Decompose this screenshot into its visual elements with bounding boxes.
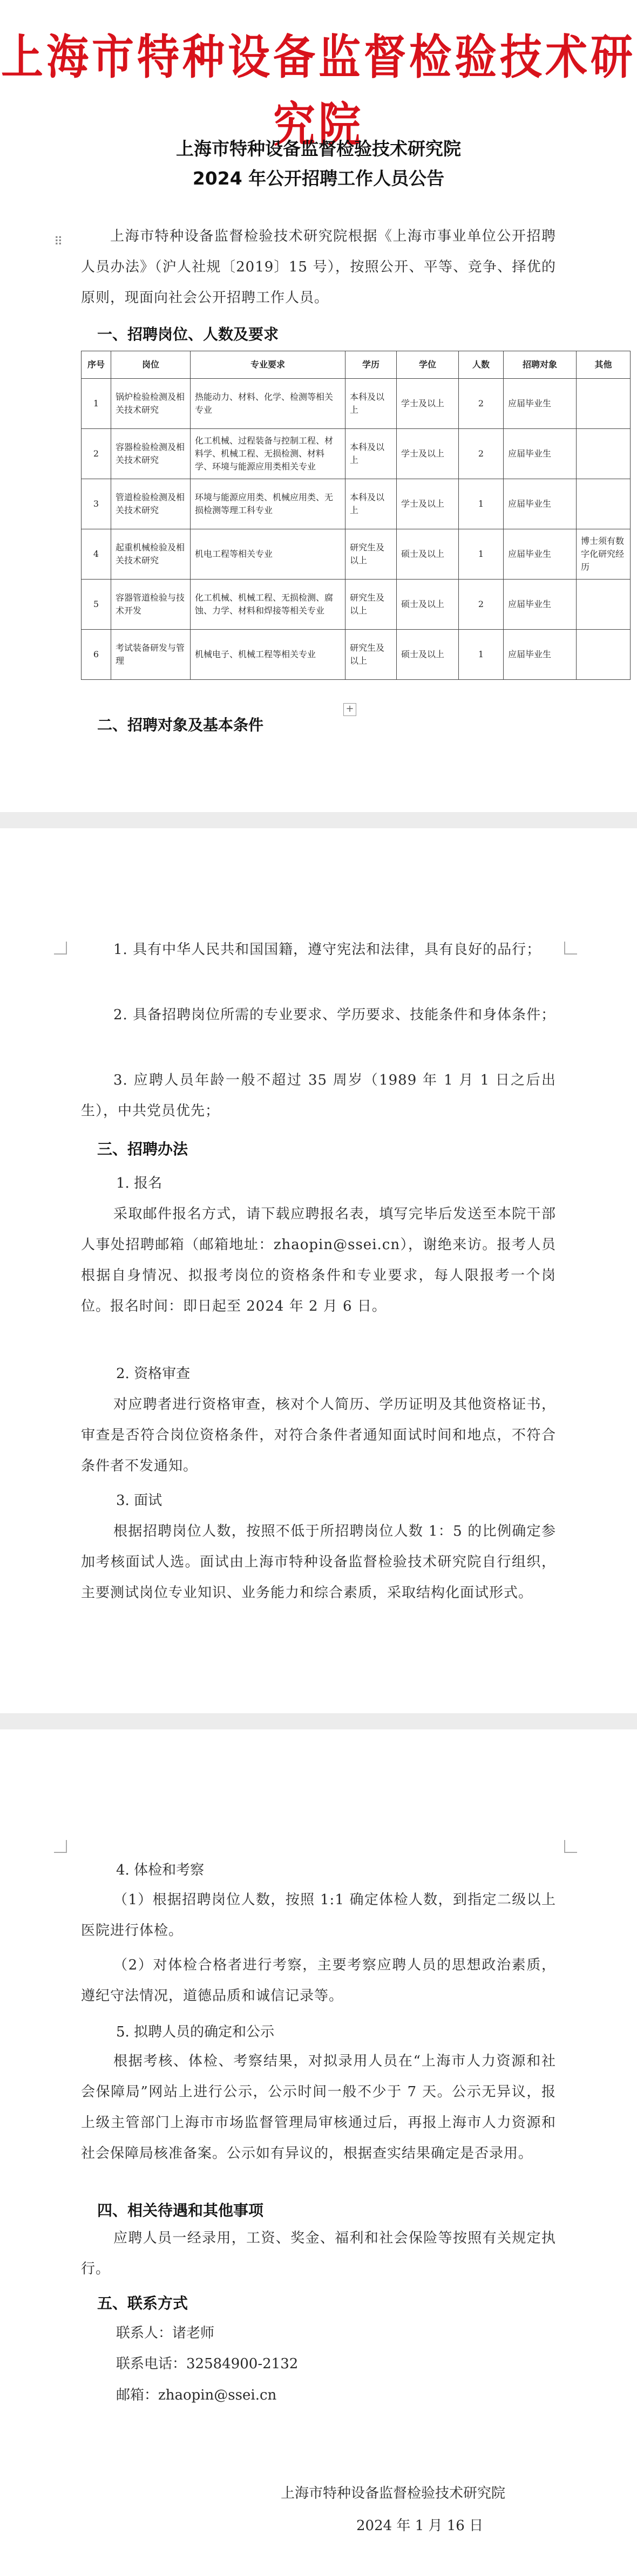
section-5-heading: 五、联系方式 (97, 2294, 188, 2312)
signature-date: 2024 年 1 月 16 日 (356, 2518, 484, 2534)
document-page-2 (0, 828, 637, 1713)
cell-target: 应届毕业生 (504, 630, 577, 680)
cell-major: 热能动力、材料、化学、检测等相关专业 (191, 379, 345, 429)
cell-other (577, 630, 631, 680)
cell-education: 本科及以上 (345, 479, 397, 529)
cell-position: 容器检验检测及相关技术研究 (111, 429, 191, 479)
cell-other: 博士须有数字化研究经历 (577, 529, 631, 580)
cell-target: 应届毕业生 (504, 580, 577, 630)
title-line-1: 上海市特种设备监督检验技术研究院 (176, 138, 461, 159)
cell-education: 研究生及以上 (345, 529, 397, 580)
cell-index: 5 (82, 580, 111, 630)
cell-degree: 硕士及以上 (397, 529, 459, 580)
col-header-index: 序号 (82, 351, 111, 379)
table-row (82, 529, 631, 580)
contact-email[interactable]: 邮箱：zhaopin@ssei.cn (116, 2387, 277, 2403)
cell-index: 6 (82, 630, 111, 680)
table-header-row (82, 351, 631, 379)
signature-organization: 上海市特种设备监督检验技术研究院 (281, 2485, 506, 2502)
cell-count: 1 (459, 529, 504, 580)
cell-count: 1 (459, 479, 504, 529)
method-3-text: 根据招聘岗位人数，按照不低于所招聘岗位人数 1：5 的比例确定参加考核面试人选。面试由上海市特种设备监督检验技术研究院自行组织，主要测试岗位专业知识、业务能力和综合素质，采取结构化面试形式。 (81, 1523, 556, 1601)
cell-degree: 学士及以上 (397, 379, 459, 429)
drag-handle-icon[interactable]: ⠿ (54, 235, 63, 249)
method-4-title: 4. 体检和考察 (116, 1862, 205, 1878)
cell-education: 本科及以上 (345, 379, 397, 429)
col-header-target: 招聘对象 (504, 351, 577, 379)
condition-3: 3. 应聘人员年龄一般不超过 35 周岁（1989 年 1 月 1 日之后出生），中共党员优先； (81, 1072, 556, 1119)
page-corner-mark-left (54, 942, 67, 955)
title-line-2: 2024 年公开招聘工作人员公告 (192, 168, 445, 189)
cell-other (577, 379, 631, 429)
col-header-degree: 学位 (397, 351, 459, 379)
col-header-position: 岗位 (111, 351, 191, 379)
method-5-title: 5. 拟聘人员的确定和公示 (116, 2024, 275, 2040)
cell-degree: 学士及以上 (397, 429, 459, 479)
col-header-major: 专业要求 (191, 351, 345, 379)
method-2-title: 2. 资格审查 (116, 1366, 191, 1382)
condition-2: 2. 具备招聘岗位所需的专业要求、学历要求、技能条件和身体条件； (113, 1007, 556, 1023)
cell-position: 起重机械检验及相关技术研究 (111, 529, 191, 580)
contact-person: 联系人：诸老师 (116, 2325, 215, 2341)
method-4-text-1: （1）根据招聘岗位人数，按照 1:1 确定体检人数，到指定二级以上医院进行体检。 (81, 1892, 556, 1939)
cell-education: 研究生及以上 (345, 580, 397, 630)
cell-count: 1 (459, 630, 504, 680)
cell-position: 容器管道检验与技术开发 (111, 580, 191, 630)
section-4-text: 应聘人员一经录用，工资、奖金、福利和社会保险等按照有关规定执行。 (81, 2230, 556, 2277)
col-header-other: 其他 (577, 351, 631, 379)
cell-major: 化工机械、机械工程、无损检测、腐蚀、力学、材料和焊接等相关专业 (191, 580, 345, 630)
contact-phone: 联系电话：32584900-2132 (116, 2356, 299, 2372)
section-3-heading: 三、招聘办法 (97, 1140, 188, 1158)
cell-other (577, 580, 631, 630)
col-header-education: 学历 (345, 351, 397, 379)
method-1-text: 采取邮件报名方式，请下载应聘报名表，填写完毕后发送至本院干部人事处招聘邮箱（邮箱地址：zhaopin@ssei.cn），谢绝来访。报考人员根据自身情况、拟报考岗位的资格条件和专业要求，每人限报考一个岗位。报名时间：即日起至 2024 年 2 月 6 日。 (81, 1206, 556, 1314)
page-corner-mark-right (564, 1840, 577, 1853)
add-table-row-button[interactable]: + (343, 703, 356, 716)
cell-degree: 硕士及以上 (397, 630, 459, 680)
cell-count: 2 (459, 379, 504, 429)
cell-target: 应届毕业生 (504, 479, 577, 529)
cell-count: 2 (459, 429, 504, 479)
cell-target: 应届毕业生 (504, 429, 577, 479)
cell-count: 2 (459, 580, 504, 630)
cell-target: 应届毕业生 (504, 529, 577, 580)
cell-education: 研究生及以上 (345, 630, 397, 680)
cell-education: 本科及以上 (345, 429, 397, 479)
cell-target: 应届毕业生 (504, 379, 577, 429)
document-page-3 (0, 1729, 637, 2576)
intro-paragraph: 上海市特种设备监督检验技术研究院根据《上海市事业单位公开招聘人员办法》（沪人社规〔2019〕15 号），按照公开、平等、竞争、择优的原则，现面向社会公开招聘工作人员。 (81, 228, 556, 306)
method-4-text-2: （2）对体检合格者进行考察，主要考察应聘人员的思想政治素质，遵纪守法情况，道德品质和诚信记录等。 (81, 1957, 556, 2004)
method-2-text: 对应聘者进行资格审查，核对个人简历、学历证明及其他资格证书，审查是否符合岗位资格条件，对符合条件者通知面试时间和地点，不符合条件者不发通知。 (81, 1396, 556, 1474)
cell-other (577, 479, 631, 529)
table-row (82, 479, 631, 529)
section-2-heading: 二、招聘对象及基本条件 (97, 716, 264, 734)
table-row (82, 429, 631, 479)
cell-position: 考试装备研发与管理 (111, 630, 191, 680)
document-page-1 (0, 0, 637, 812)
cell-index: 1 (82, 379, 111, 429)
cell-degree: 学士及以上 (397, 479, 459, 529)
table-row (82, 630, 631, 680)
red-header-banner: 上海市特种设备监督检验技术研究院 (1, 30, 636, 153)
cell-index: 4 (82, 529, 111, 580)
cell-index: 2 (82, 429, 111, 479)
cell-major: 环境与能源应用类、机械应用类、无损检测等理工科专业 (191, 479, 345, 529)
method-1-title: 1. 报名 (116, 1175, 162, 1191)
method-3-title: 3. 面试 (116, 1493, 162, 1509)
condition-1: 1. 具有中华人民共和国国籍，遵守宪法和法律，具有良好的品行； (113, 942, 541, 958)
method-5-text: 根据考核、体检、考察结果，对拟录用人员在“上海市人力资源和社会保障局”网站上进行公示，公示时间一般不少于 7 天。公示无异议，报上级主管部门上海市市场监督管理局审核通过后，再报上海市人力资源和社会保障局核准备案。公示如有异议的，根据查实结果确定是否录用。 (81, 2053, 556, 2162)
col-header-count: 人数 (459, 351, 504, 379)
cell-position: 锅炉检验检测及相关技术研究 (111, 379, 191, 429)
page-corner-mark-left (54, 1840, 67, 1853)
cell-position: 管道检验检测及相关技术研究 (111, 479, 191, 529)
cell-other (577, 429, 631, 479)
cell-index: 3 (82, 479, 111, 529)
positions-table (81, 351, 631, 680)
cell-major: 机电工程等相关专业 (191, 529, 345, 580)
cell-degree: 硕士及以上 (397, 580, 459, 630)
cell-major: 机械电子、机械工程等相关专业 (191, 630, 345, 680)
section-1-heading: 一、招聘岗位、人数及要求 (97, 325, 279, 343)
table-row (82, 379, 631, 429)
section-4-heading: 四、相关待遇和其他事项 (97, 2202, 264, 2219)
cell-major: 化工机械、过程装备与控制工程、材料学、机械工程、无损检测、材料学、环境与能源应用类相关专业 (191, 429, 345, 479)
page-corner-mark-right (564, 942, 577, 955)
table-row (82, 580, 631, 630)
